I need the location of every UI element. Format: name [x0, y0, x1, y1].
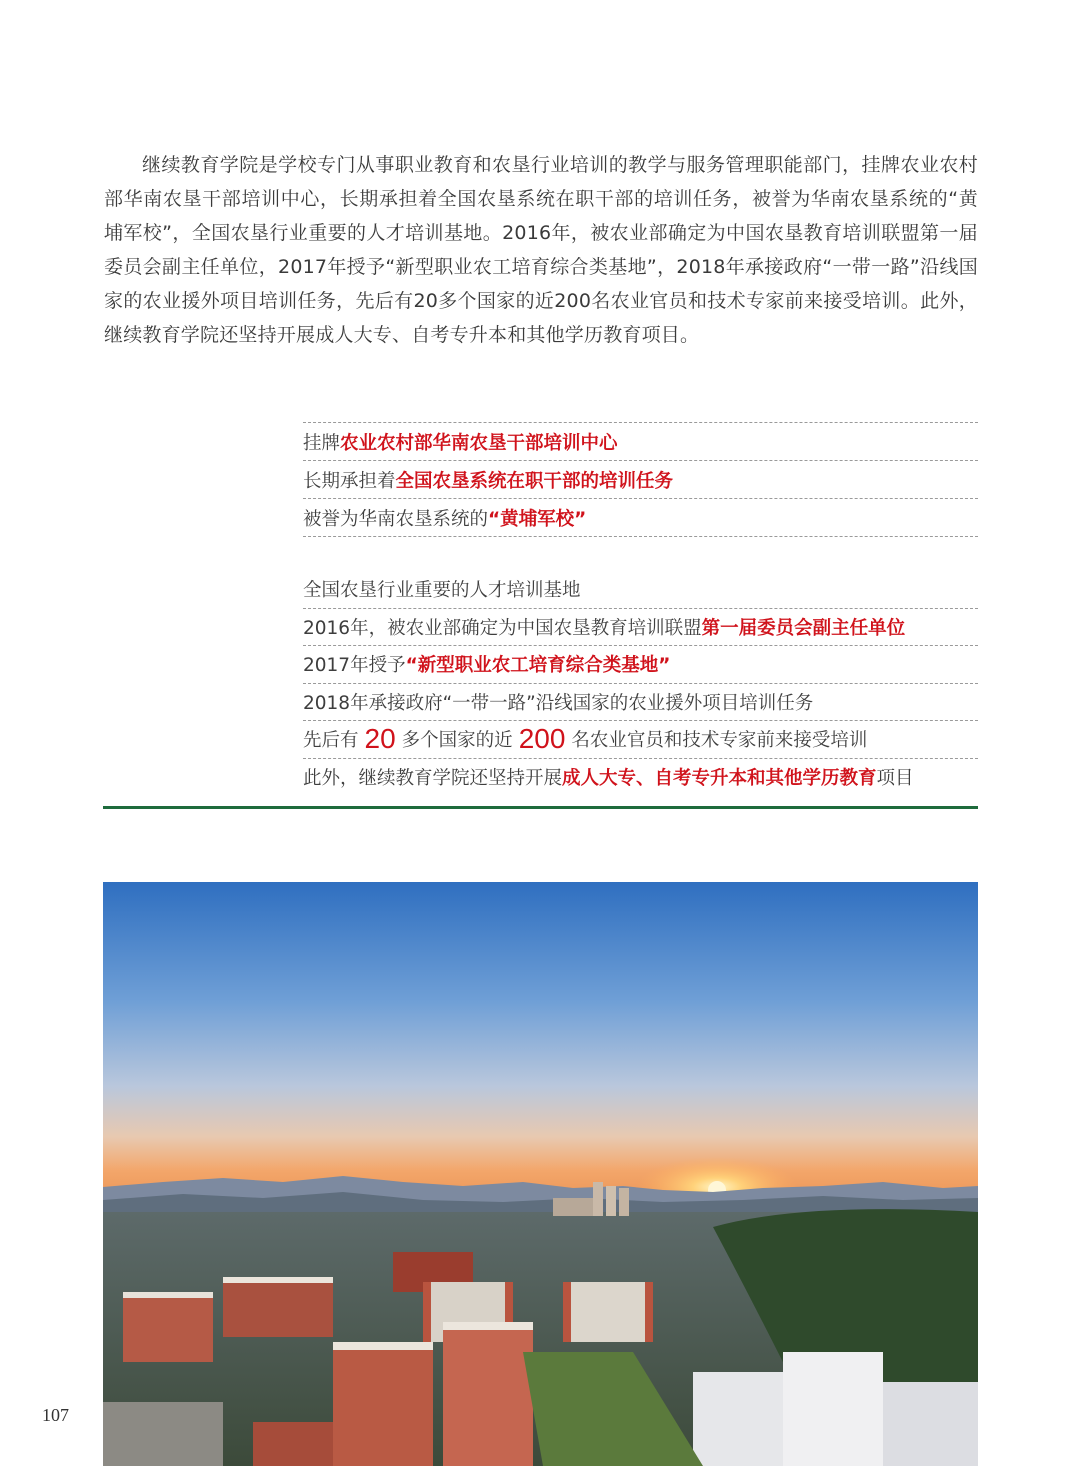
list-item-text: 长期承担着 [303, 470, 396, 492]
officials-count: 200 [518, 723, 566, 755]
list-item-highlight: 成人大专、自考专升本和其他学历教育 [562, 767, 877, 789]
list-item [303, 721, 978, 759]
list-item-highlight: “黄埔军校” [488, 508, 587, 530]
list-item [303, 499, 978, 537]
list-item [303, 684, 978, 722]
campus-aerial-photo [103, 882, 978, 1466]
list-item-text: 2018年承接政府“一带一路”沿线国家的农业援外项目培训任务 [303, 692, 814, 714]
list-item-highlight: 全国农垦系统在职干部的培训任务 [395, 470, 674, 492]
list-item-text: 此外，继续教育学院还坚持开展 [303, 767, 563, 789]
list-item-text: 全国农垦行业重要的人才培训基地 [303, 580, 581, 602]
list-item [303, 461, 978, 499]
list-item-highlight: 第一届委员会副主任单位 [701, 617, 906, 639]
countries-count: 20 [364, 723, 396, 755]
list-item [303, 646, 978, 684]
list-item-text: 2016年，被农业部确定为中国农垦教育培训联盟 [303, 617, 702, 639]
list-item-text: 被誉为华南农垦系统的 [303, 508, 489, 530]
list-item [303, 759, 978, 796]
section-divider [103, 806, 978, 809]
list-item-text: 挂牌 [303, 432, 341, 454]
list-item-text: 2017年授予 [303, 655, 406, 677]
list-item-highlight: “新型职业农工培育综合类基地” [405, 655, 671, 677]
list-item [303, 571, 978, 609]
highlight-list-secondary [303, 571, 978, 795]
list-item-text: 名农业官员和技术专家前来接受培训 [571, 730, 868, 752]
intro-paragraph: 继续教育学院是学校专门从事职业教育和农垦行业培训的教学与服务管理职能部门，挂牌农业农村部华南农垦干部培训中心，长期承担着全国农垦系统在职干部的培训任务，被誉为华南农垦系统的“黄埔军校”，全国农垦行业重要的人才培训基地。2016年，被农业部确定为中国农垦教育培训联盟第一届委员会副主任单位，2017年授予“新型职业农工培育综合类基地”，2018年承接政府“一带一路”沿线国家的农业援外项目培训任务，先后有20多个国家的近200名农业官员和技术专家前来接受培训。此外，继续教育学院还坚持开展成人大专、自考专升本和其他学历教育项目。 [104, 154, 978, 346]
list-item-highlight: 农业农村部华南农垦干部培训中心 [340, 432, 618, 454]
page-number: 107 [42, 1405, 69, 1425]
list-item [303, 609, 978, 647]
list-item-text: 先后有 [303, 730, 359, 752]
highlight-list-primary [303, 422, 978, 537]
list-item [303, 422, 978, 461]
list-item-text: 多个国家的近 [401, 730, 513, 752]
list-item-text: 项目 [876, 767, 914, 789]
